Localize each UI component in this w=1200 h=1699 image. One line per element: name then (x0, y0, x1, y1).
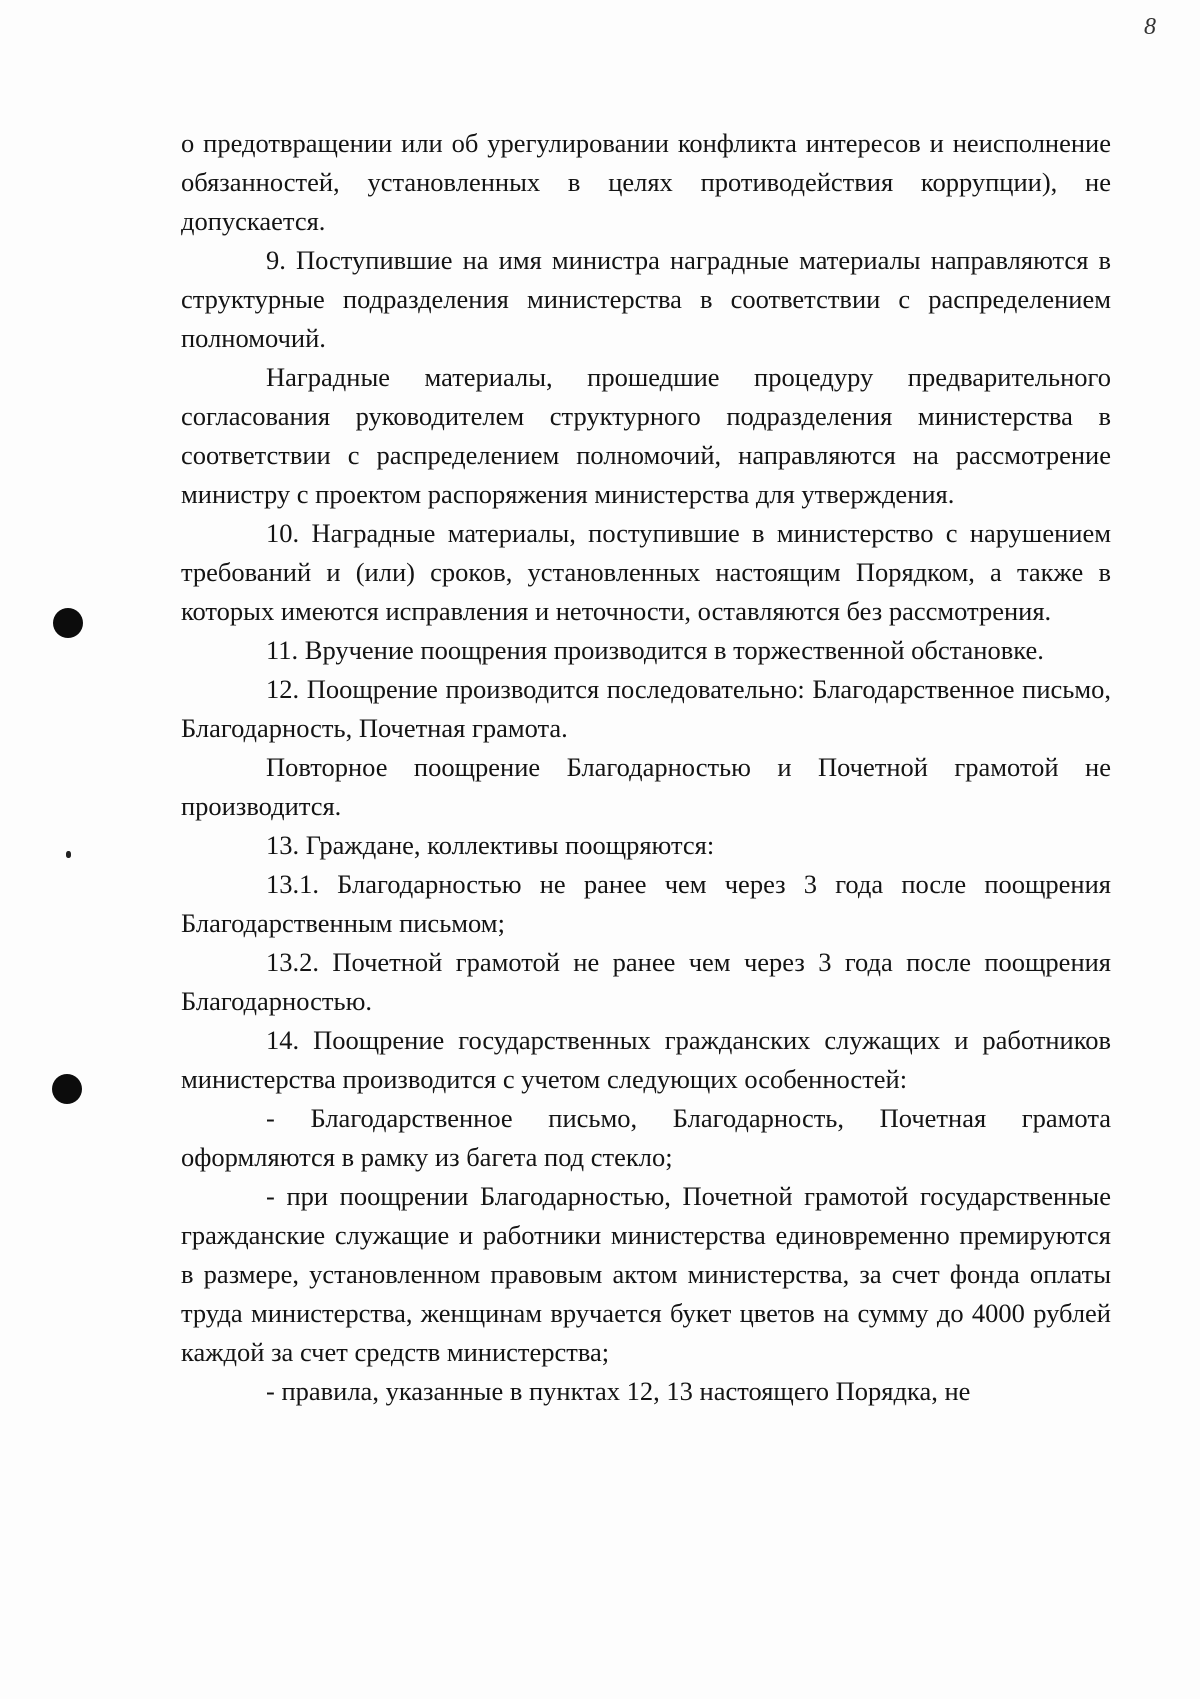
paragraph-item-12: 12. Поощрение производится последовательно: Благодарственное письмо, Благодарность, Почетная грамота. (181, 674, 1111, 743)
scan-speck (66, 851, 71, 858)
list-item-bonus: - при поощрении Благодарностью, Почетной грамотой государственные гражданские служащие и работники министерства единовременно премируются в размере, установленном правовым актом министерства, за счет фонда оплаты труда министерства, женщинам вручается букет цветов на сумму до 4000 рублей каждой за счет средств министерства; (181, 1181, 1111, 1367)
paragraph-item-9-approval: Наградные материалы, прошедшие процедуру предварительного согласования руководителем структурного подразделения министерства в соответствии с распределением полномочий, направляются на рассмотрение министру с проектом распоряжения министерства для утверждения. (181, 362, 1111, 509)
paragraph-continuation: о предотвращении или об урегулировании конфликта интересов и неисполнение обязанностей, установленных в целях противодействия коррупции), не допускается. (181, 128, 1111, 236)
list-item-frame: - Благодарственное письмо, Благодарность, Почетная грамота оформляются в рамку из багета под стекло; (181, 1103, 1111, 1172)
document-body (181, 124, 1111, 1411)
page-number: 8 (1144, 14, 1156, 40)
paragraph-item-11: 11. Вручение поощрения производится в торжественной обстановке. (266, 635, 1044, 665)
paragraph-item-12-repeat: Повторное поощрение Благодарностью и Почетной грамотой не производится. (181, 752, 1111, 821)
paragraph-item-13: 13. Граждане, коллективы поощряются: (266, 830, 715, 860)
list-item-rules: - правила, указанные в пунктах 12, 13 настоящего Порядка, не (266, 1376, 971, 1406)
punch-hole-bottom (52, 1074, 82, 1104)
paragraph-item-10: 10. Наградные материалы, поступившие в министерство с нарушением требований и (или) сроков, установленных настоящим Порядком, а также в которых имеются исправления и неточности, оставляются без рассмотрения. (181, 518, 1111, 626)
paragraph-item-13-2: 13.2. Почетной грамотой не ранее чем через 3 года после поощрения Благодарностью. (181, 947, 1111, 1016)
paragraph-item-9: 9. Поступившие на имя министра наградные материалы направляются в структурные подразделения министерства в соответствии с распределением полномочий. (181, 245, 1111, 353)
paragraph-item-13-1: 13.1. Благодарностью не ранее чем через 3 года после поощрения Благодарственным письмом; (181, 869, 1111, 938)
paragraph-item-14: 14. Поощрение государственных гражданских служащих и работников министерства производится с учетом следующих особенностей: (181, 1025, 1111, 1094)
punch-hole-top (53, 608, 83, 638)
